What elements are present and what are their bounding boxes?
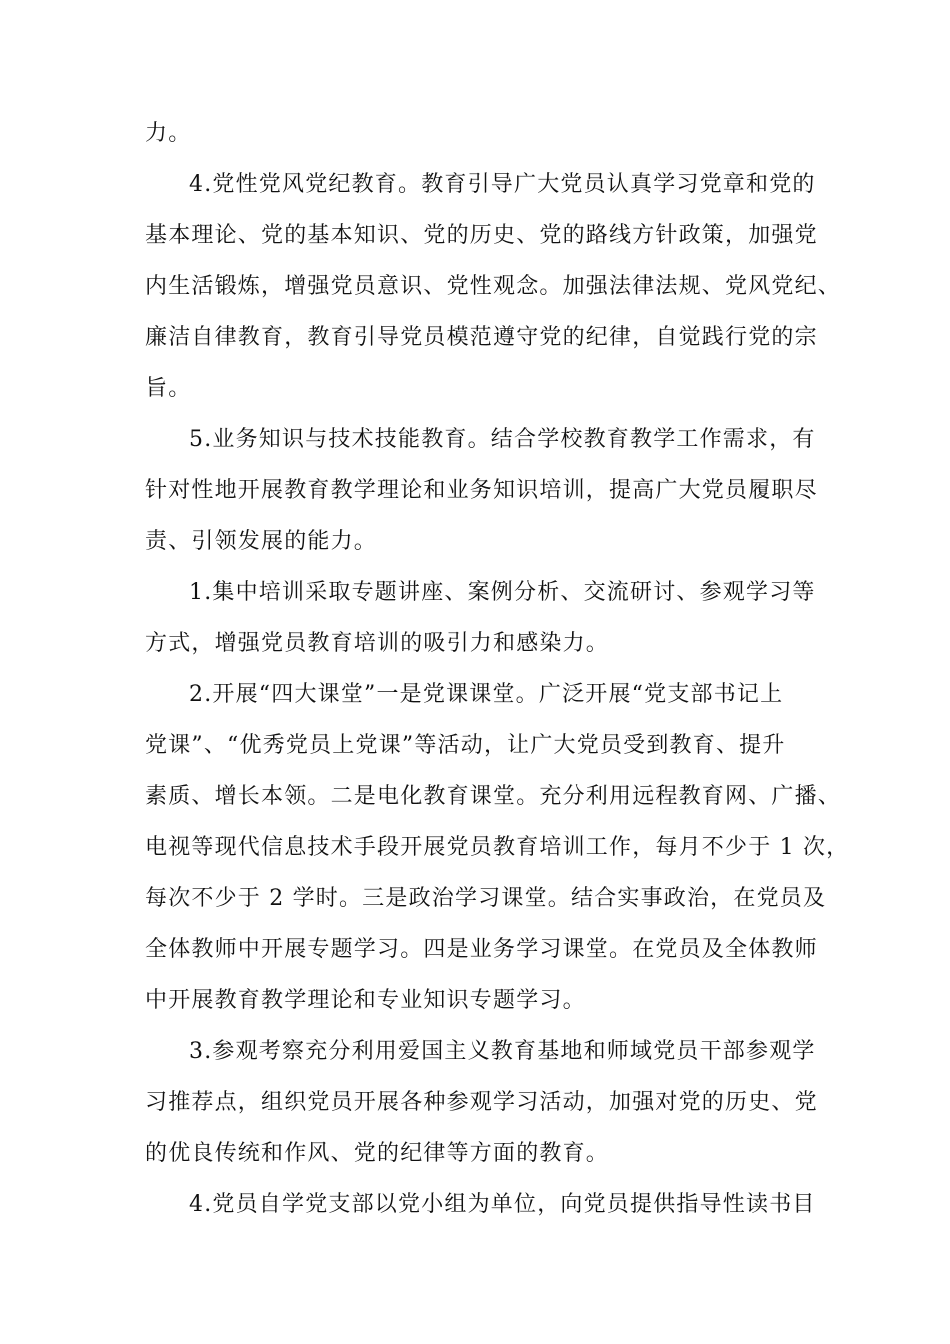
text-line: 电视等现代信息技术手段开展党员教育培训工作，每月不少于 1 次，	[145, 835, 850, 860]
paragraph-start-line: 1.集中培训采取专题讲座、案例分析、交流研讨、参观学习等	[189, 580, 816, 605]
text-line: 基本理论、党的基本知识、党的历史、党的路线方针政策，加强党	[145, 223, 818, 248]
text-line: 党课”、“优秀党员上党课”等活动，让广大党员受到教育、提升	[145, 733, 786, 758]
paragraph-start-line: 3.参观考察充分利用爱国主义教育基地和师域党员干部参观学	[189, 1039, 816, 1064]
paragraph-start-line: 5.业务知识与技术技能教育。结合学校教育教学工作需求，有	[189, 427, 816, 452]
text-line: 责、引领发展的能力。	[145, 529, 378, 554]
text-line: 全体教师中开展专题学习。四是业务学习课堂。在党员及全体教师	[145, 937, 818, 962]
text-line: 旨。	[145, 376, 192, 401]
text-line: 的优良传统和作风、党的纪律等方面的教育。	[145, 1141, 610, 1166]
text-line: 方式，增强党员教育培训的吸引力和感染力。	[145, 631, 610, 656]
paragraph-start-line: 4.党性党风党纪教育。教育引导广大党员认真学习党章和党的	[189, 172, 816, 197]
paragraph-start-line: 2.开展“四大课堂”一是党课课堂。广泛开展“党支部书记上	[189, 682, 784, 707]
text-line: 中开展教育教学理论和专业知识专题学习。	[145, 988, 586, 1013]
paragraph-start-line: 4.党员自学党支部以党小组为单位，向党员提供指导性读书目	[189, 1192, 816, 1217]
text-line: 习推荐点，组织党员开展各种参观学习活动，加强对党的历史、党	[145, 1090, 818, 1115]
text-line: 廉洁自律教育，教育引导党员模范遵守党的纪律，自觉践行党的宗	[145, 325, 818, 350]
text-line: 力。	[145, 121, 192, 146]
text-line: 针对性地开展教育教学理论和业务知识培训，提高广大党员履职尽	[145, 478, 818, 503]
text-line: 素质、增长本领。二是电化教育课堂。充分利用远程教育网、广播、	[145, 784, 842, 809]
text-line: 每次不少于 2 学时。三是政治学习课堂。结合实事政治，在党员及	[145, 886, 827, 911]
text-line: 内生活锻炼，增强党员意识、党性观念。加强法律法规、党风党纪、	[145, 274, 842, 299]
